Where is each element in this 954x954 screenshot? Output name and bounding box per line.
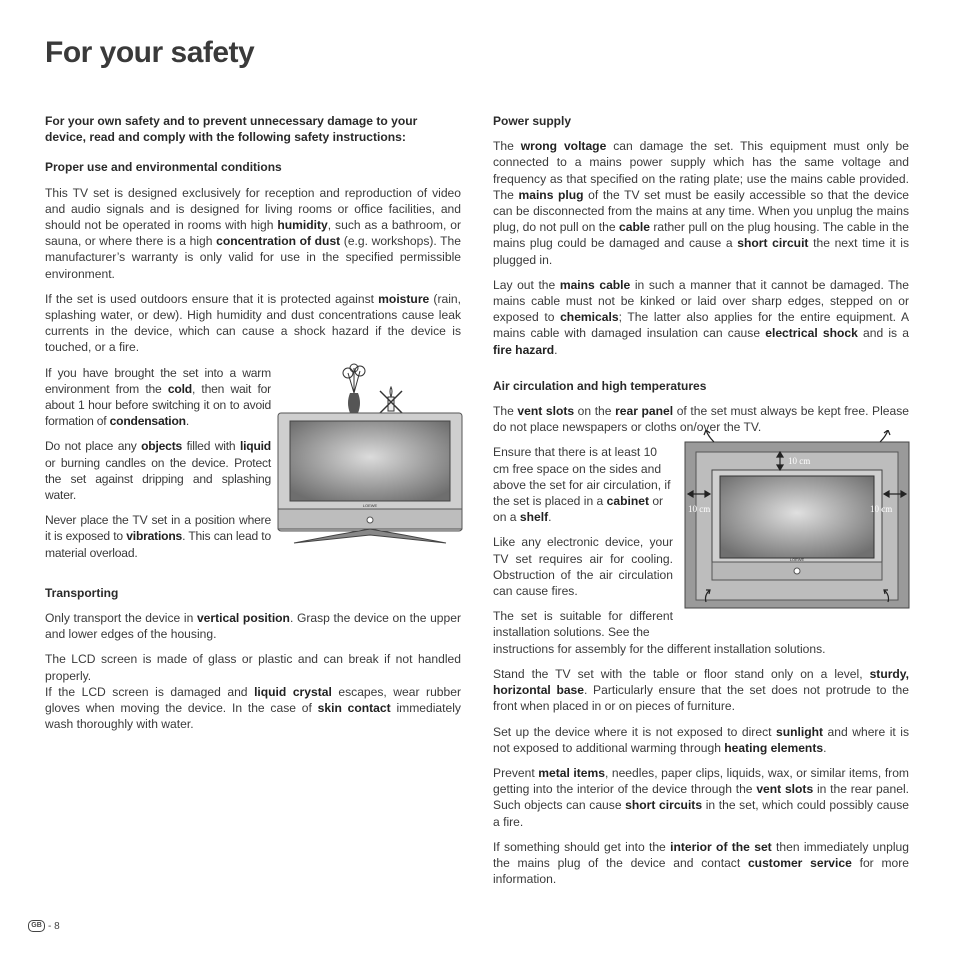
emphasis-text: skin contact — [317, 701, 391, 716]
text-segment: and is a — [857, 326, 909, 341]
text-segment: Lay out the — [493, 277, 560, 292]
text-segment: Prevent — [493, 765, 539, 780]
emphasis-text: sturdy, horizontal base — [493, 666, 909, 698]
text-segment: If the set is used outdoors ensure that it is protected against — [45, 291, 379, 306]
text-segment: ; The latter also applies for the entire equipment. A mains cable with damaged insulation can cause — [493, 310, 910, 341]
paragraph — [45, 684, 461, 733]
paragraph — [493, 839, 909, 888]
text-segment: Never place the TV set in a position where it is exposed to — [45, 513, 271, 544]
text-segment: in such a manner that it cannot be damaged. The mains cable must not be kinked or laid over sharp edges, stepped on or exposed to — [493, 277, 910, 325]
paragraph — [493, 277, 909, 358]
paragraph — [45, 438, 271, 503]
emphasis-text: interior of the set — [670, 839, 772, 854]
heading-power-supply: Power supply — [493, 114, 572, 128]
text-segment: Ensure that there is at least 10 cm free space on the sides and above the set for air circulation, if the set is placed in a — [493, 445, 671, 509]
text-segment: Do not place any — [45, 439, 142, 454]
emphasis-text: chemicals — [560, 310, 619, 325]
tv-brand-label: LOEWE — [362, 503, 378, 508]
emphasis-text: shelf — [519, 510, 549, 525]
paragraph: The set is suitable for different installation solutions. See the — [493, 609, 673, 640]
emphasis-text: electrical shock — [765, 326, 858, 341]
text-segment: (e.g. workshops). The manufacturer’s warranty is only valid for use in the specified permissible environment. — [45, 234, 462, 281]
tv-brand-label: LOEWE — [789, 557, 805, 562]
paragraph — [45, 512, 271, 561]
text-segment: . Grasp the device on the upper and lower edges of the housing. — [45, 611, 461, 642]
paragraph — [45, 291, 461, 356]
tv-in-cabinet-illustration — [684, 430, 910, 610]
text-segment: of the TV set must be easily accessible so that the device can be disconnected from the mains at any time. When you unplug the mains plug, do not pull on the — [493, 187, 909, 235]
emphasis-text: vertical position — [196, 611, 290, 626]
emphasis-text: vent slots — [517, 404, 575, 419]
candle-crossed-icon — [380, 387, 402, 413]
text-segment: This TV set is designed exclusively for reception and reproduction of video and audio signals and is designed for living rooms or office facilities, and should not be operated in rooms with high — [45, 185, 461, 233]
text-segment: If the LCD screen is damaged and — [45, 684, 255, 699]
text-segment: in the set, which could possibly cause a fire. — [493, 798, 909, 829]
emphasis-text: objects — [141, 439, 183, 454]
text-segment: rather pull on the plug housing. The cable in the mains plug could be damaged and cause a — [493, 220, 909, 251]
text-segment: The — [493, 139, 521, 154]
dimension-label-top: 10 cm — [788, 456, 811, 466]
text-segment: then immediately unplug the mains plug of the device and contact — [493, 839, 909, 870]
dimension-label-left: 10 cm — [688, 504, 711, 514]
vase-icon — [343, 364, 365, 413]
text-segment: If something should get into the — [493, 839, 671, 854]
page-title: For your safety — [45, 36, 255, 69]
paragraph — [45, 185, 461, 282]
text-segment: . Particularly ensure that the set does not protrude to the front when placed in or on pieces of furniture. — [493, 683, 909, 714]
text-segment: Set up the device where it is not exposed to direct — [493, 724, 776, 739]
emphasis-text: fire hazard — [493, 342, 555, 357]
text-segment: , then wait for about 1 hour before switching it on to avoid formation of — [45, 381, 271, 429]
text-segment: Stand the TV set with the table or floor stand only on a level, — [493, 666, 870, 681]
emphasis-text: vibrations — [126, 529, 183, 544]
text-segment: or on a — [493, 494, 664, 525]
text-segment: The — [493, 404, 518, 419]
text-segment: , needles, paper clips, liquids, wax, or similar items, from getting into the interior of the device through the — [493, 765, 910, 797]
text-segment: . — [548, 510, 552, 525]
page-number: - 8 — [48, 920, 60, 932]
text-segment: immediately wash thoroughly with water. — [45, 701, 461, 732]
text-segment: . This can lead to material overload. — [45, 529, 271, 560]
emphasis-text: vent slots — [756, 782, 814, 797]
language-badge: GB — [28, 920, 45, 932]
paragraph — [45, 365, 271, 430]
text-segment: and where it is not exposed to additional warming through — [493, 724, 910, 755]
emphasis-text: mains cable — [559, 277, 631, 292]
emphasis-text: mains plug — [518, 187, 584, 202]
emphasis-text: sunlight — [776, 724, 824, 739]
text-segment: or burning candles on the device. Protect the set against dripping and splashing water. — [45, 455, 271, 503]
paragraph — [493, 765, 909, 830]
text-segment: . — [185, 414, 190, 429]
text-segment: for more information. — [493, 855, 910, 887]
emphasis-text: cold — [167, 381, 192, 396]
emphasis-text: heating elements — [724, 740, 824, 755]
emphasis-text: rear panel — [615, 404, 674, 419]
text-segment: in the rear panel. Such objects can cause — [493, 782, 909, 813]
heading-proper-use: Proper use and environmental conditions — [45, 160, 282, 175]
emphasis-text: short circuit — [737, 236, 809, 251]
text-segment: of the set must always be kept free. Please do not place newspapers or cloths on/over the TV. — [493, 404, 909, 435]
text-segment: (rain, splashing water, or dew). High humidity and dust concentrations cause leak currents in the device, which can cause a shock hazard if the device is touched, or a fire. — [45, 291, 461, 355]
paragraph — [493, 666, 909, 715]
text-segment: , such as a bathroom, or sauna, or where there is a high — [45, 218, 461, 249]
emphasis-text: cable — [619, 220, 650, 235]
emphasis-text: liquid — [239, 439, 271, 454]
heading-air-circulation: Air circulation and high temperatures — [493, 378, 707, 393]
emphasis-text: moisture — [378, 291, 430, 306]
paragraph — [493, 138, 909, 268]
paragraph: The LCD screen is made of glass or plastic and can break if not handled properly. — [45, 652, 461, 683]
page-footer — [28, 920, 60, 932]
paragraph — [45, 610, 461, 642]
text-segment: filled with — [182, 439, 240, 454]
text-segment: can damage the set. This equipment must only be connected to a mains power supply which has the same voltage and frequency as that specified on the rating plate; use the mains cable provided. The — [493, 139, 909, 202]
emphasis-text: condensation — [109, 414, 186, 429]
text-segment: Only transport the device in — [45, 611, 197, 626]
text-segment: If you have brought the set into a warm environment from the — [45, 365, 271, 396]
paragraph: Like any electronic device, your TV set requires air for cooling. Obstruction of the air circulation can cause fires. — [493, 535, 673, 599]
heading-transporting: Transporting — [45, 585, 119, 600]
text-segment: on the — [574, 404, 616, 419]
emphasis-text: wrong voltage — [520, 139, 607, 154]
emphasis-text: customer service — [747, 855, 852, 870]
paragraph — [493, 724, 909, 756]
paragraph: instructions for assembly for the different installation solutions. — [493, 641, 826, 656]
text-segment: . — [554, 342, 558, 357]
text-segment: escapes, wear rubber gloves when moving the device. In the case of — [45, 684, 462, 716]
text-segment: . — [823, 740, 827, 755]
dimension-label-right: 10 cm — [870, 504, 893, 514]
text-segment: the next time it is plugged in. — [493, 236, 910, 267]
intro-text: For your own safety and to prevent unnecessary damage to your device, read and comply with the following safety instructions: — [45, 114, 418, 145]
emphasis-text: cabinet — [606, 494, 649, 509]
emphasis-text: concentration of dust — [216, 234, 341, 249]
paragraph — [493, 444, 673, 525]
emphasis-text: humidity — [277, 218, 328, 233]
emphasis-text: liquid crystal — [254, 684, 332, 699]
tv-with-vase-illustration — [276, 363, 464, 549]
emphasis-text: short circuits — [625, 798, 703, 813]
emphasis-text: metal items — [538, 765, 605, 780]
